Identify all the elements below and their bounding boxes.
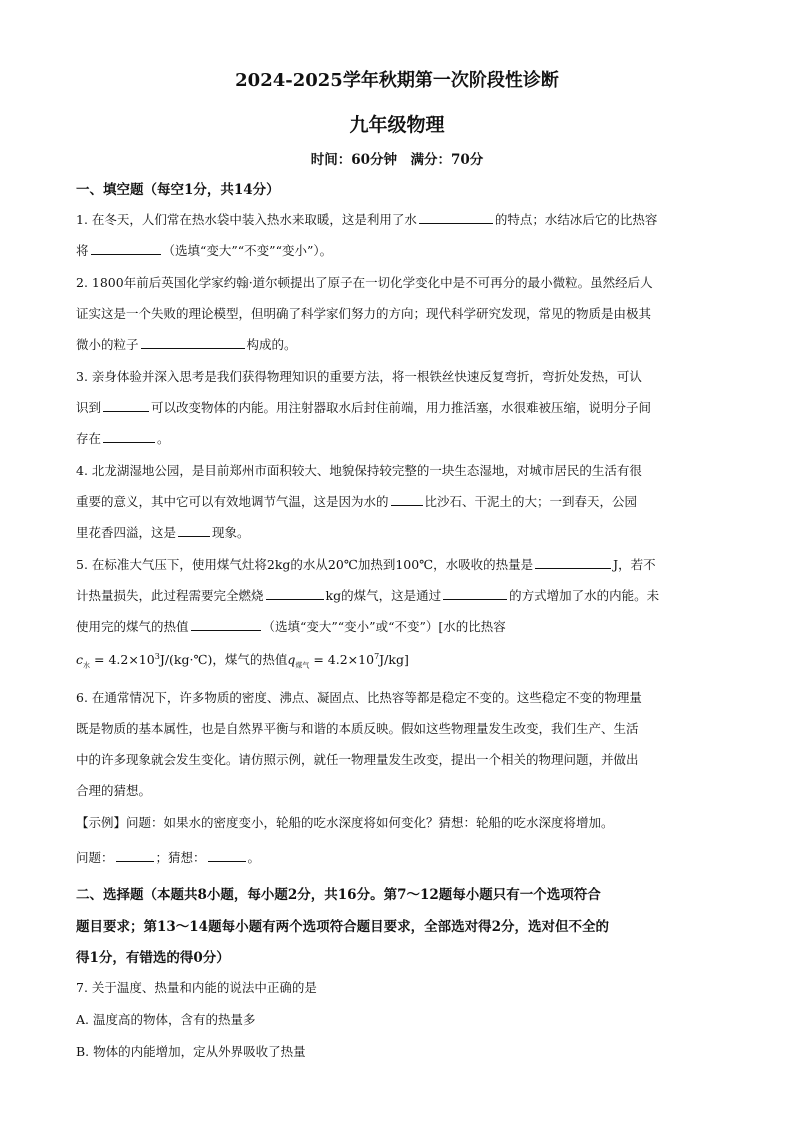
q6-line2: 既是物质的基本属性，也是自然界平衡与和谐的本质反映。假如这些物理量发生改变，我们生产、生活	[76, 721, 639, 736]
q5-line2: 计热量损失，此过程需要完全燃烧 kg的煤气，这是通过 的方式增加了水的内能。未	[76, 588, 660, 603]
section2-heading-line2: 题目要求；第13～14题每小题有两个选项符合题目要求，全部选对得2分，选对但不全的	[76, 919, 609, 935]
q4-line2: 重要的意义，其中它可以有效地调节气温，这是因为水的 比沙石、干泥土的大；一到春天，公园	[76, 494, 638, 509]
exam-title: 2024-2025学年秋期第一次阶段性诊断	[235, 70, 559, 91]
q5-blank3[interactable]	[443, 587, 507, 600]
q2-line1: 2. 1800年前后英国化学家约翰·道尔顿提出了原子在一切化学变化中是不可再分的最小微粒。虽然经后人	[76, 275, 653, 290]
section1-heading: 一、填空题（每空1分，共14分）	[76, 182, 280, 198]
q4-line1: 4. 北龙湖湿地公园，是目前郑州市面积较大、地貌保持较完整的一块生态湿地，对城市居民的生活有很	[76, 463, 642, 478]
q6-line1: 6. 在通常情况下，许多物质的密度、沸点、凝固点、比热容等都是稳定不变的。这些稳定不变的物理量	[76, 690, 642, 705]
q1-blank1[interactable]	[419, 211, 493, 224]
q4-line3: 里花香四溢，这是 现象。	[76, 525, 250, 540]
q6-blank-question[interactable]	[116, 849, 154, 862]
q5-blank4[interactable]	[191, 618, 261, 631]
q1-blank2[interactable]	[91, 242, 161, 255]
gas-heat-value-formula: $q_{煤气} = 4.2\times 10^7J/kg$	[287, 651, 404, 670]
q4-blank2[interactable]	[178, 524, 210, 537]
exam-subtitle: 九年级物理	[349, 114, 445, 136]
q4-blank1[interactable]	[391, 493, 423, 506]
q6-answer-line: 问题： ；猜想： 。	[76, 850, 261, 865]
q2-line2: 证实这是一个失败的理论模型，但明确了科学家们努力的方向；现代科学研究发现，常见的物质是由极其	[76, 306, 652, 321]
q5-blank2[interactable]	[266, 587, 324, 600]
q3-line3: 存在 。	[76, 431, 170, 446]
q7-option-a[interactable]: A. 温度高的物体，含有的热量多	[76, 1012, 256, 1027]
q7-stem: 7. 关于温度、热量和内能的说法中正确的是	[76, 980, 317, 995]
q1-line2: 将 （选填“变大”“不变”“变小”）。	[76, 243, 333, 258]
section2-heading-line1: 二、选择题（本题共8小题，每小题2分，共16分。第7～12题每小题只有一个选项符合	[76, 887, 601, 903]
q3-line2: 识到 可以改变物体的内能。用注射器取水后封住前端，用力推活塞，水很难被压缩，说明分子间	[76, 400, 652, 415]
q1-line1: 1. 在冬天，人们常在热水袋中装入热水来取暖，这是利用了水 的特点；水结冰后它的比热容	[76, 212, 658, 227]
q5-line4: $c_水$ = $4.2\times 10^3J/(kg\cdot℃)$，煤气的热值$q_{煤气} = 4.2\times 10^7J/kg$]	[76, 651, 409, 670]
q3-blank2[interactable]	[103, 430, 155, 443]
q6-line4: 合理的猜想。	[76, 783, 152, 798]
q6-blank-guess[interactable]	[208, 849, 246, 862]
q6-example: 【示例】问题：如果水的密度变小，轮船的吃水深度将如何变化？猜想：轮船的吃水深度将增加。	[76, 815, 614, 830]
q5-line3: 使用完的煤气的热值 （选填“变大”“变小”或“不变”）[水的比热容	[76, 619, 506, 634]
q6-line3: 中的许多现象就会发生变化。请仿照示例，就任一物理量发生改变，提出一个相关的物理问题，并做出	[76, 752, 639, 767]
q7-option-b[interactable]: B. 物体的内能增加，定从外界吸收了热量	[76, 1044, 306, 1059]
q5-line1: 5. 在标准大气压下，使用煤气灶将2kg的水从20℃加热到100℃，水吸收的热量是 J，若不	[76, 557, 656, 572]
q3-blank1[interactable]	[103, 399, 149, 412]
q3-line1: 3. 亲身体验并深入思考是我们获得物理知识的重要方法，将一根铁丝快速反复弯折，弯折处发热，可认	[76, 369, 642, 384]
q5-blank1[interactable]	[535, 556, 611, 569]
section2-heading-line3: 得1分，有错选的得0分）	[76, 950, 230, 966]
water-specific-heat-formula: $c_水$ = $4.2\times 10^3J/(kg\cdot℃)$	[76, 651, 213, 670]
exam-meta: 时间：60分钟 满分：70分	[310, 152, 484, 168]
q2-blank1[interactable]	[141, 336, 245, 349]
q2-line3: 微小的粒子 构成的。	[76, 337, 297, 352]
